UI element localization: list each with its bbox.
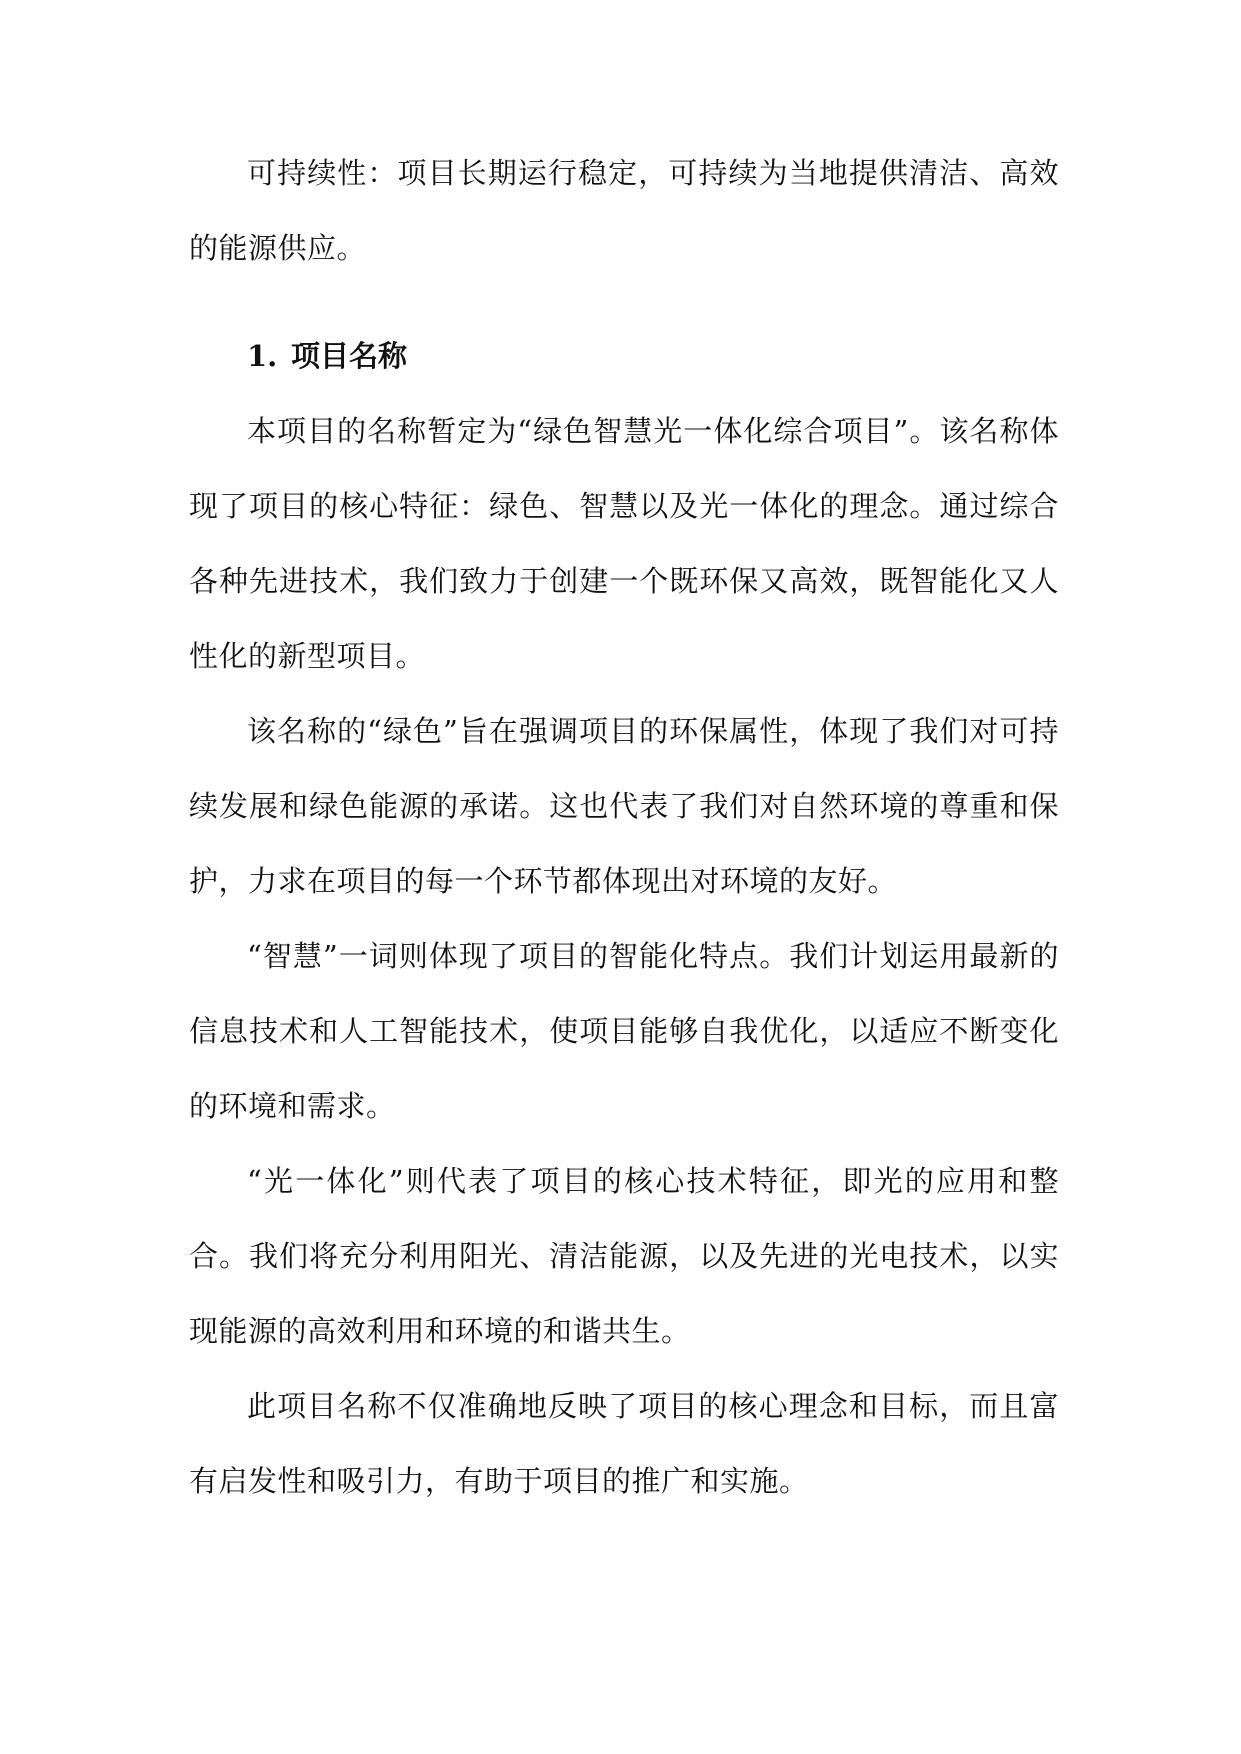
section-title: 项目名称	[291, 339, 408, 373]
paragraph-green: 该名称的“绿色”旨在强调项目的环保属性，体现了我们对可持续发展和绿色能源的承诺。这也代表了我们对自然环境的尊重和保护，力求在项目的每一个环节都体现出对环境的友好。	[189, 714, 1059, 898]
paragraph-smart: “智慧”一词则体现了项目的智能化特点。我们计划运用最新的信息技术和人工智能技术，使项目能够自我优化，以适应不断变化的环境和需求。	[189, 939, 1059, 1123]
section-number: 1.	[247, 339, 278, 373]
paragraph-sustainability: 可持续性：项目长期运行稳定，可持续为当地提供清洁、高效的能源供应。	[189, 156, 1059, 265]
section-heading	[189, 319, 1059, 394]
paragraph-conclusion: 此项目名称不仅准确地反映了项目的核心理念和目标，而且富有启发性和吸引力，有助于项目的推广和实施。	[189, 1389, 1059, 1498]
document-body	[189, 136, 1059, 1519]
paragraph-light-integration: “光一体化”则代表了项目的核心技术特征，即光的应用和整合。我们将充分利用阳光、清洁能源，以及先进的光电技术，以实现能源的高效利用和环境的和谐共生。	[189, 1164, 1059, 1348]
paragraph-project-name: 本项目的名称暂定为“绿色智慧光一体化综合项目”。该名称体现了项目的核心特征：绿色、智慧以及光一体化的理念。通过综合各种先进技术，我们致力于创建一个既环保又高效，既智能化又人性化的新型项目。	[189, 414, 1059, 673]
